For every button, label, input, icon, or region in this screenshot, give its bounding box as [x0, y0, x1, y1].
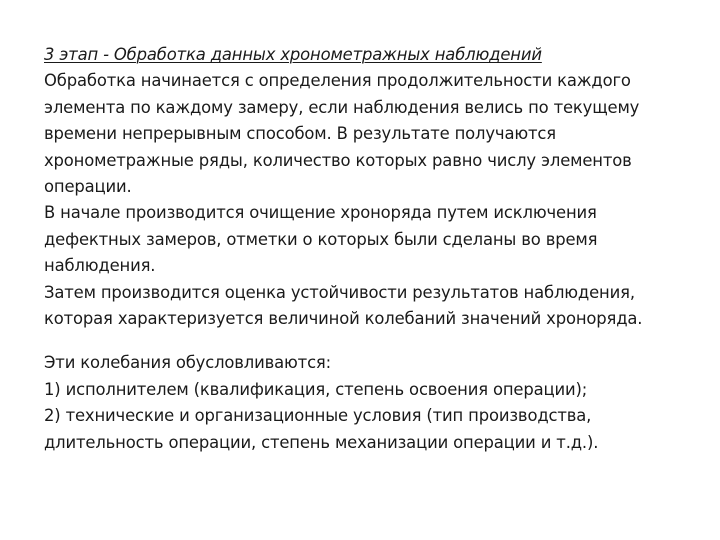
paragraph-processing-start: Обработка начинается с определения продолжительности каждого элемента по каждому замеру, если наблюдения велись по текущему времени непрерывным способом. В результате получаются хронометражные ряды, количество которых равно числу элементов операции.	[44, 71, 640, 197]
paragraph-stability: Затем производится оценка устойчивости результатов наблюдения, которая характеризуется величиной колебаний значений хроноряда.	[44, 282, 643, 329]
slide-title: 3 этап - Обработка данных хронометражных наблюдений	[44, 45, 542, 64]
paragraph-cleaning: В начале производится очищение хроноряда путем исключения дефектных замеров, отметки о которых были сделаны во время наблюдения.	[44, 203, 598, 276]
factors-intro: Эти колебания обусловливаются:	[44, 353, 332, 373]
paragraph-spacer	[44, 332, 696, 350]
factor-item-performer: 1) исполнителем (квалификация, степень освоения операции);	[44, 379, 588, 399]
factor-item-conditions: 2) технические и организационные условия (тип производства, длительность операции, степень механизации операции и т.д.).	[44, 406, 599, 452]
slide-content	[44, 42, 696, 456]
